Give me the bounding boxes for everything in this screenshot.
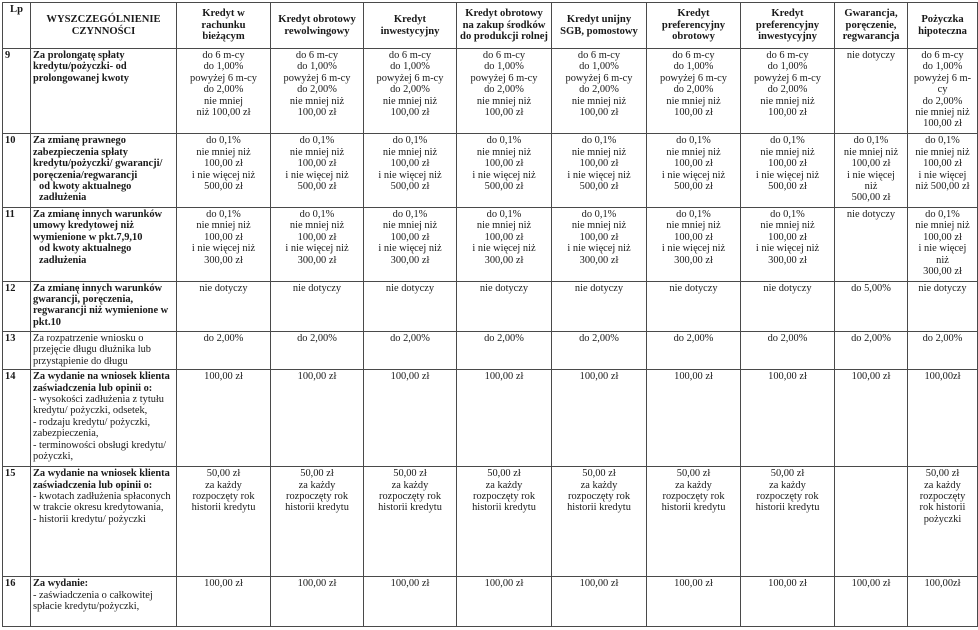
row-number: 16 bbox=[3, 577, 31, 627]
table-row bbox=[3, 134, 978, 208]
fee-cell: do 0,1% nie mniej niż 100,00 zł i nie więcej niż 500,00 zł bbox=[908, 134, 978, 208]
fee-cell: 50,00 zł za każdy rozpoczęty rok historii pożyczki bbox=[908, 467, 978, 577]
header-col-pref-inwestycyjny: Kredyt preferencyjny inwestycyjny bbox=[741, 3, 835, 49]
fee-cell: do 0,1% nie mniej niż 100,00 zł i nie więcej niż 300,00 zł bbox=[741, 208, 835, 282]
row-number: 11 bbox=[3, 208, 31, 282]
fee-cell: 100,00 zł bbox=[457, 577, 552, 627]
fee-cell: nie dotyczy bbox=[647, 281, 741, 331]
table-row bbox=[3, 331, 978, 369]
row-description-line: - terminowości obsługi kredytu/ pożyczki, bbox=[33, 439, 167, 462]
table-row bbox=[3, 281, 978, 331]
fee-cell: 50,00 zł za każdy rozpoczęty rok historii kredytu bbox=[552, 467, 647, 577]
fee-cell: 100,00 zł bbox=[741, 577, 835, 627]
fee-table bbox=[2, 2, 978, 627]
fee-cell: nie dotyczy bbox=[271, 281, 364, 331]
header-col-inwestycyjny: Kredyt inwestycyjny bbox=[364, 3, 457, 49]
header-col-rewolwingowy: Kredyt obrotowy rewolwingowy bbox=[271, 3, 364, 49]
fee-cell: do 6 m-cy do 1,00% powyżej 6 m-cy do 2,00% nie mniej niż 100,00 zł bbox=[647, 49, 741, 134]
fee-cell: nie dotyczy bbox=[177, 281, 271, 331]
fee-cell: do 0,1% nie mniej niż 100,00 zł i nie więcej niż 300,00 zł bbox=[457, 208, 552, 282]
fee-cell: do 2,00% bbox=[741, 331, 835, 369]
fee-cell: do 6 m-cy do 1,00% powyżej 6 m-cy do 2,00% nie mniej niż 100,00 zł bbox=[457, 49, 552, 134]
row-description bbox=[31, 370, 177, 467]
fee-cell: 100,00 zł bbox=[552, 577, 647, 627]
fee-cell: nie dotyczy bbox=[835, 49, 908, 134]
fee-cell: 100,00 zł bbox=[271, 577, 364, 627]
row-description-line: Za zmianę innych warunków umowy kredytowej niż wymienione w pkt.7,9,10 bbox=[33, 209, 163, 243]
fee-cell: do 0,1% nie mniej niż 100,00 zł i nie więcej niż 300,00 zł bbox=[177, 208, 271, 282]
row-description bbox=[31, 331, 177, 369]
row-description bbox=[31, 208, 177, 282]
fee-cell: 100,00 zł bbox=[177, 370, 271, 467]
row-description-line: Za rozpatrzenie wniosku o przejęcie długu dłużnika lub przystąpienie do długu bbox=[33, 332, 152, 367]
header-col-rachunek: Kredyt w rachunku bieżącym bbox=[177, 3, 271, 49]
fee-cell: do 0,1% nie mniej niż 100,00 zł i nie więcej niż 500,00 zł bbox=[552, 134, 647, 208]
fee-cell: 50,00 zł za każdy rozpoczęty rok historii kredytu bbox=[364, 467, 457, 577]
fee-cell: 50,00 zł za każdy rozpoczęty rok historii kredytu bbox=[457, 467, 552, 577]
header-desc: WYSZCZEGÓLNIENIE CZYNNOŚCI bbox=[31, 3, 177, 49]
row-description-heading: Za wydanie: bbox=[33, 578, 89, 590]
fee-cell: 100,00 zł bbox=[835, 370, 908, 467]
row-description-line: Za prolongatę spłaty kredytu/pożyczki- od prolongowanej kwoty bbox=[33, 50, 129, 84]
header-col-pozyczka: Pożyczka hipoteczna bbox=[908, 3, 978, 49]
fee-cell: 100,00 zł bbox=[364, 370, 457, 467]
fee-cell: do 2,00% bbox=[364, 331, 457, 369]
row-number: 14 bbox=[3, 370, 31, 467]
fee-cell: do 6 m-cy do 1,00% powyżej 6 m-cy do 2,00% nie mniej niż 100,00 zł bbox=[177, 49, 271, 134]
fee-cell: do 0,1% nie mniej niż 100,00 zł i nie więcej niż 300,00 zł bbox=[271, 208, 364, 282]
fee-cell: do 2,00% bbox=[271, 331, 364, 369]
fee-cell: 100,00zł bbox=[908, 370, 978, 467]
fee-cell: do 0,1% nie mniej niż 100,00 zł i nie więcej niż 500,00 zł bbox=[457, 134, 552, 208]
header-lp: Lp bbox=[3, 3, 31, 49]
table-row bbox=[3, 208, 978, 282]
fee-cell: 50,00 zł za każdy rozpoczęty rok historii kredytu bbox=[271, 467, 364, 577]
fee-cell: do 2,00% bbox=[647, 331, 741, 369]
row-description bbox=[31, 49, 177, 134]
fee-cell: do 0,1% nie mniej niż 100,00 zł i nie więcej niż 500,00 zł bbox=[364, 134, 457, 208]
fee-cell: 100,00 zł bbox=[552, 370, 647, 467]
row-description-heading: Za wydanie na wniosek klienta zaświadczenia lub opinii o: bbox=[33, 371, 170, 394]
fee-cell: 100,00 zł bbox=[647, 370, 741, 467]
table-row bbox=[3, 370, 978, 467]
table-row bbox=[3, 49, 978, 134]
row-description-line: - kwotach zadłużenia spłaconych w trakcie okresu kredytowania, bbox=[33, 491, 171, 514]
fee-cell: 100,00 zł bbox=[177, 577, 271, 627]
fee-cell: nie dotyczy bbox=[552, 281, 647, 331]
header-col-rolny: Kredyt obrotowy na zakup środków do produkcji rolnej bbox=[457, 3, 552, 49]
fee-cell: 100,00 zł bbox=[835, 577, 908, 627]
header-col-gwarancja: Gwarancja, poręczenie, regwarancja bbox=[835, 3, 908, 49]
row-number: 12 bbox=[3, 281, 31, 331]
fee-cell: do 6 m-cy do 1,00% powyżej 6 m-cy do 2,00% nie mniej niż 100,00 zł bbox=[271, 49, 364, 134]
fee-cell: do 2,00% bbox=[177, 331, 271, 369]
fee-cell: do 0,1% nie mniej niż 100,00 zł i nie więcej niż 300,00 zł bbox=[647, 208, 741, 282]
fee-cell: do 0,1% nie mniej niż 100,00 zł i nie więcej niż 500,00 zł bbox=[177, 134, 271, 208]
header-row bbox=[3, 3, 978, 49]
row-description-line: - wysokości zadłużenia z tytułu kredytu/ pożyczki, odsetek, bbox=[33, 393, 164, 417]
fee-cell: 50,00 zł za każdy rozpoczęty rok historii kredytu bbox=[741, 467, 835, 577]
row-description bbox=[31, 467, 177, 577]
fee-cell: do 0,1% nie mniej niż 100,00 zł i nie więcej niż 500,00 zł bbox=[835, 134, 908, 208]
fee-cell: 100,00 zł bbox=[647, 577, 741, 627]
fee-cell: do 0,1% nie mniej niż 100,00 zł i nie więcej niż 300,00 zł bbox=[908, 208, 978, 282]
row-description-line: - zaświadczenia o całkowitej spłacie kredytu/pożyczki, bbox=[33, 589, 153, 613]
fee-cell: 50,00 zł za każdy rozpoczęty rok historii kredytu bbox=[177, 467, 271, 577]
table-row bbox=[3, 577, 978, 627]
fee-cell: nie dotyczy bbox=[457, 281, 552, 331]
row-description-heading: Za wydanie na wniosek klienta zaświadczenia lub opinii o: bbox=[33, 468, 170, 491]
row-number: 13 bbox=[3, 331, 31, 369]
row-description bbox=[31, 577, 177, 627]
row-description-line: Za zmianę prawnego zabezpieczenia spłaty kredytu/pożyczki/ gwarancji/ poręczenia/regwarancji bbox=[33, 135, 163, 181]
fee-cell: 100,00 zł bbox=[741, 370, 835, 467]
row-description-line: - historii kredytu/ pożyczki bbox=[33, 513, 146, 525]
fee-cell: do 5,00% bbox=[835, 281, 908, 331]
header-col-unijny: Kredyt unijny SGB, pomostowy bbox=[552, 3, 647, 49]
fee-cell: nie dotyczy bbox=[741, 281, 835, 331]
header-col-pref-obrotowy: Kredyt preferencyjny obrotowy bbox=[647, 3, 741, 49]
fee-cell: 100,00 zł bbox=[457, 370, 552, 467]
fee-cell: 100,00zł bbox=[908, 577, 978, 627]
fee-cell: do 2,00% bbox=[552, 331, 647, 369]
fee-cell: do 2,00% bbox=[908, 331, 978, 369]
fee-cell bbox=[835, 467, 908, 577]
fee-cell: do 0,1% nie mniej niż 100,00 zł i nie więcej niż 500,00 zł bbox=[271, 134, 364, 208]
fee-cell: nie dotyczy bbox=[908, 281, 978, 331]
fee-cell: 100,00 zł bbox=[271, 370, 364, 467]
row-description-line: od kwoty aktualnego zadłużenia bbox=[39, 181, 132, 204]
row-description-line: od kwoty aktualnego zadłużenia bbox=[39, 243, 132, 266]
table-row bbox=[3, 467, 978, 577]
row-description bbox=[31, 281, 177, 331]
fee-cell: 50,00 zł za każdy rozpoczęty rok historii kredytu bbox=[647, 467, 741, 577]
fee-cell: do 2,00% bbox=[457, 331, 552, 369]
fee-cell: 100,00 zł bbox=[364, 577, 457, 627]
row-description-line: - rodzaju kredytu/ pożyczki, zabezpieczenia, bbox=[33, 416, 151, 440]
row-number: 15 bbox=[3, 467, 31, 577]
fee-cell: nie dotyczy bbox=[835, 208, 908, 282]
row-number: 9 bbox=[3, 49, 31, 134]
fee-cell: do 6 m-cy do 1,00% powyżej 6 m-cy do 2,00% nie mniej niż 100,00 zł bbox=[552, 49, 647, 134]
fee-cell: do 6 m-cy do 1,00% powyżej 6 m-cy do 2,00% nie mniej niż 100,00 zł bbox=[908, 49, 978, 134]
fee-cell: do 0,1% nie mniej niż 100,00 zł i nie więcej niż 300,00 zł bbox=[364, 208, 457, 282]
row-description bbox=[31, 134, 177, 208]
fee-cell: do 6 m-cy do 1,00% powyżej 6 m-cy do 2,00% nie mniej niż 100,00 zł bbox=[364, 49, 457, 134]
fee-cell: do 0,1% nie mniej niż 100,00 zł i nie więcej niż 500,00 zł bbox=[741, 134, 835, 208]
fee-cell: do 0,1% nie mniej niż 100,00 zł i nie więcej niż 300,00 zł bbox=[552, 208, 647, 282]
fee-cell: do 2,00% bbox=[835, 331, 908, 369]
row-number: 10 bbox=[3, 134, 31, 208]
row-description-line: Za zmianę innych warunków gwarancji, poręczenia, regwarancji niż wymienione w pkt.10 bbox=[33, 282, 169, 328]
fee-cell: do 0,1% nie mniej niż 100,00 zł i nie więcej niż 500,00 zł bbox=[647, 134, 741, 208]
fee-cell: nie dotyczy bbox=[364, 281, 457, 331]
fee-cell: do 6 m-cy do 1,00% powyżej 6 m-cy do 2,00% nie mniej niż 100,00 zł bbox=[741, 49, 835, 134]
